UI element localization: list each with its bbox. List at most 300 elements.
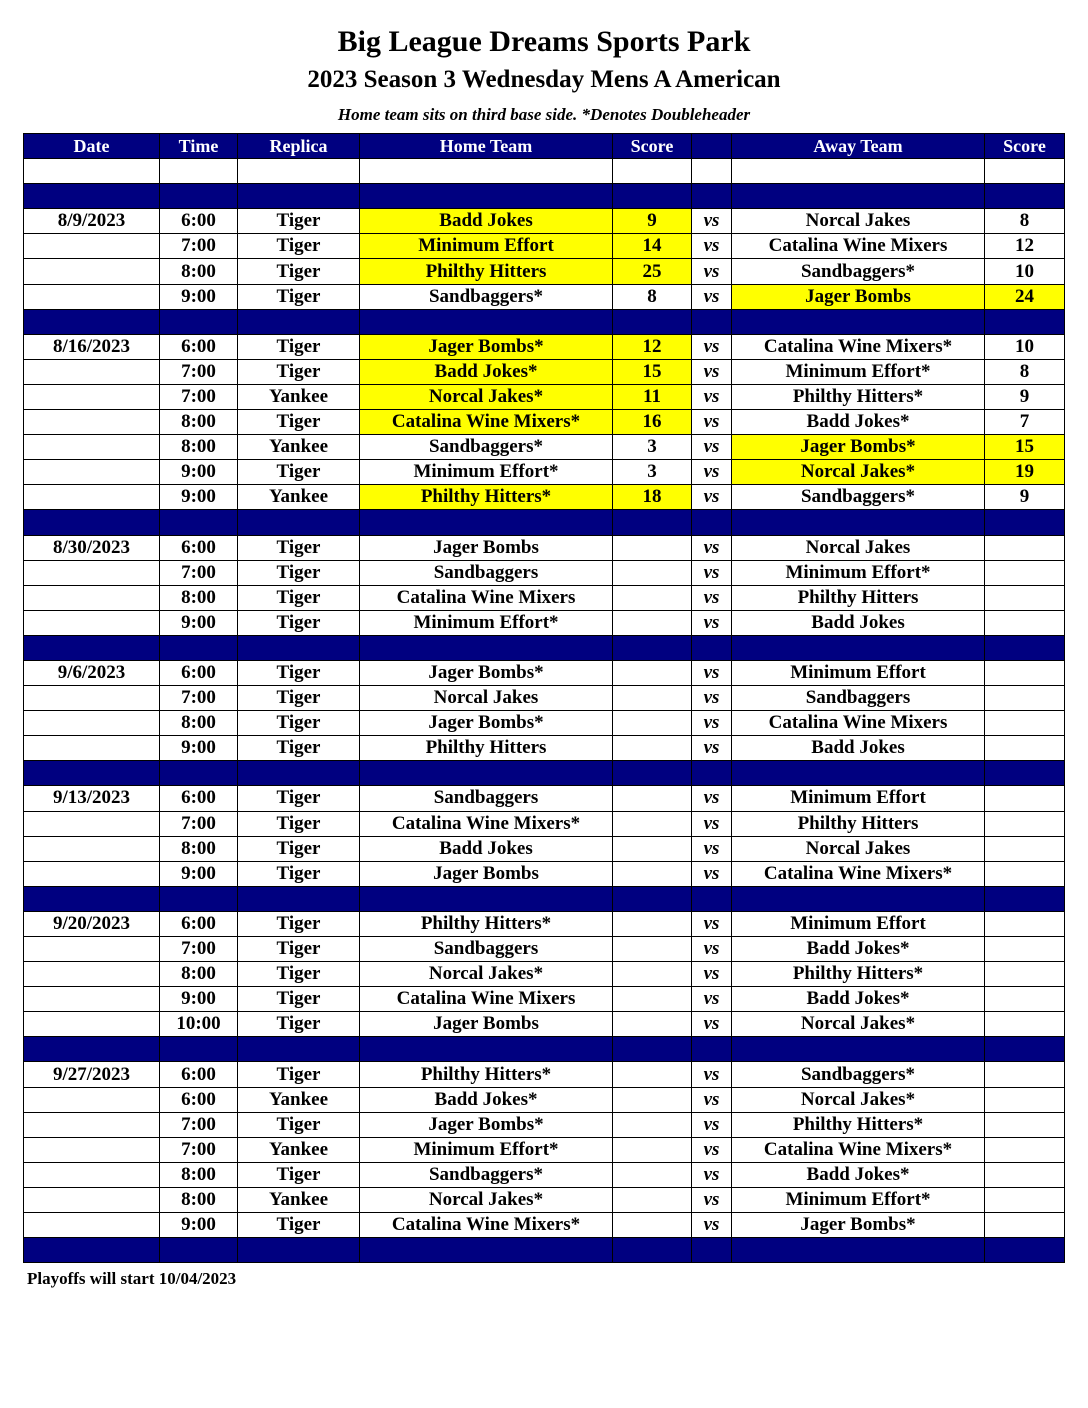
- vs-cell: vs: [692, 1162, 732, 1187]
- game-row: [24, 1187, 1065, 1212]
- vs-cell: vs: [692, 334, 732, 359]
- replica-cell: Tiger: [238, 1012, 360, 1037]
- date-cell: [24, 485, 160, 510]
- week-separator: [24, 510, 1065, 535]
- away-score-cell: [985, 911, 1065, 936]
- time-cell: 7:00: [160, 560, 238, 585]
- away-team-cell: Badd Jokes: [732, 610, 985, 635]
- game-row: [24, 485, 1065, 510]
- game-row: [24, 535, 1065, 560]
- away-score-cell: 10: [985, 259, 1065, 284]
- home-score-cell: [613, 987, 692, 1012]
- away-team-cell: Badd Jokes*: [732, 410, 985, 435]
- date-cell: 9/6/2023: [24, 660, 160, 685]
- empty-cell: [732, 159, 985, 184]
- time-cell: 8:00: [160, 585, 238, 610]
- vs-cell: vs: [692, 1187, 732, 1212]
- playoffs-note: Playoffs will start 10/04/2023: [27, 1269, 237, 1288]
- replica-cell: Tiger: [238, 811, 360, 836]
- date-cell: [24, 962, 160, 987]
- game-row: [24, 660, 1065, 685]
- separator-cell: [360, 1238, 613, 1263]
- time-cell: 9:00: [160, 861, 238, 886]
- time-cell: 9:00: [160, 736, 238, 761]
- separator-cell: [360, 309, 613, 334]
- away-team-cell: Sandbaggers*: [732, 1062, 985, 1087]
- home-score-cell: [613, 1137, 692, 1162]
- away-team-cell: Catalina Wine Mixers*: [732, 861, 985, 886]
- away-score-cell: [985, 1112, 1065, 1137]
- home-score-cell: [613, 560, 692, 585]
- away-score-cell: [985, 736, 1065, 761]
- separator-cell: [613, 635, 692, 660]
- separator-cell: [238, 635, 360, 660]
- away-team-cell: Philthy Hitters*: [732, 1112, 985, 1137]
- separator-cell: [692, 761, 732, 786]
- game-row: [24, 359, 1065, 384]
- time-cell: 6:00: [160, 209, 238, 234]
- date-cell: [24, 410, 160, 435]
- separator-cell: [613, 761, 692, 786]
- away-team-cell: Catalina Wine Mixers: [732, 234, 985, 259]
- time-cell: 7:00: [160, 1137, 238, 1162]
- home-team-cell: Norcal Jakes: [360, 686, 613, 711]
- away-team-cell: Minimum Effort*: [732, 1187, 985, 1212]
- separator-cell: [692, 1037, 732, 1062]
- game-row: [24, 610, 1065, 635]
- vs-cell: vs: [692, 811, 732, 836]
- game-row: [24, 861, 1065, 886]
- separator-cell: [692, 1238, 732, 1263]
- separator-cell: [985, 1238, 1065, 1263]
- separator-cell: [160, 1037, 238, 1062]
- vs-cell: vs: [692, 435, 732, 460]
- home-score-cell: [613, 1062, 692, 1087]
- game-row: [24, 1213, 1065, 1238]
- away-score-cell: 7: [985, 410, 1065, 435]
- date-cell: [24, 861, 160, 886]
- separator-cell: [160, 761, 238, 786]
- replica-cell: Tiger: [238, 209, 360, 234]
- time-cell: 7:00: [160, 686, 238, 711]
- home-team-cell: Jager Bombs*: [360, 334, 613, 359]
- game-row: [24, 585, 1065, 610]
- vs-cell: vs: [692, 962, 732, 987]
- vs-cell: vs: [692, 259, 732, 284]
- vs-cell: vs: [692, 460, 732, 485]
- vs-cell: vs: [692, 485, 732, 510]
- away-score-cell: [985, 786, 1065, 811]
- vs-cell: vs: [692, 1087, 732, 1112]
- home-score-cell: [613, 686, 692, 711]
- separator-cell: [24, 761, 160, 786]
- vs-cell: vs: [692, 234, 732, 259]
- away-team-cell: Minimum Effort: [732, 660, 985, 685]
- away-score-cell: 8: [985, 209, 1065, 234]
- time-cell: 8:00: [160, 1187, 238, 1212]
- home-team-cell: Norcal Jakes*: [360, 1187, 613, 1212]
- home-score-cell: [613, 962, 692, 987]
- time-cell: 9:00: [160, 610, 238, 635]
- away-score-cell: [985, 660, 1065, 685]
- separator-cell: [692, 886, 732, 911]
- away-score-cell: 15: [985, 435, 1065, 460]
- home-score-cell: [613, 786, 692, 811]
- separator-cell: [613, 309, 692, 334]
- separator-cell: [985, 761, 1065, 786]
- separator-cell: [24, 635, 160, 660]
- home-team-cell: Catalina Wine Mixers*: [360, 410, 613, 435]
- separator-cell: [613, 184, 692, 209]
- separator-cell: [360, 510, 613, 535]
- home-score-cell: [613, 660, 692, 685]
- separator-cell: [238, 761, 360, 786]
- empty-cell: [692, 159, 732, 184]
- away-team-cell: Catalina Wine Mixers*: [732, 1137, 985, 1162]
- game-row: [24, 836, 1065, 861]
- game-row: [24, 686, 1065, 711]
- date-cell: [24, 259, 160, 284]
- week-separator: [24, 635, 1065, 660]
- time-cell: 9:00: [160, 1213, 238, 1238]
- replica-cell: Yankee: [238, 435, 360, 460]
- date-cell: [24, 711, 160, 736]
- away-score-cell: 9: [985, 384, 1065, 409]
- game-row: [24, 911, 1065, 936]
- date-cell: 8/16/2023: [24, 334, 160, 359]
- separator-cell: [732, 761, 985, 786]
- date-cell: [24, 359, 160, 384]
- vs-cell: vs: [692, 560, 732, 585]
- separator-cell: [24, 1238, 160, 1263]
- home-team-cell: Catalina Wine Mixers: [360, 585, 613, 610]
- away-score-cell: [985, 585, 1065, 610]
- home-team-cell: Catalina Wine Mixers*: [360, 1213, 613, 1238]
- home-score-cell: 8: [613, 284, 692, 309]
- vs-cell: vs: [692, 284, 732, 309]
- home-team-cell: Minimum Effort*: [360, 460, 613, 485]
- replica-cell: Tiger: [238, 987, 360, 1012]
- date-cell: [24, 1012, 160, 1037]
- separator-cell: [238, 184, 360, 209]
- separator-cell: [24, 184, 160, 209]
- empty-cell: [160, 159, 238, 184]
- vs-cell: vs: [692, 1137, 732, 1162]
- vs-cell: vs: [692, 836, 732, 861]
- date-cell: [24, 836, 160, 861]
- replica-cell: Yankee: [238, 384, 360, 409]
- date-cell: 8/9/2023: [24, 209, 160, 234]
- time-cell: 6:00: [160, 660, 238, 685]
- home-score-cell: [613, 937, 692, 962]
- away-team-cell: Minimum Effort*: [732, 359, 985, 384]
- game-row: [24, 786, 1065, 811]
- col-home-score: Score: [613, 134, 692, 159]
- separator-cell: [160, 1238, 238, 1263]
- separator-cell: [24, 309, 160, 334]
- date-cell: [24, 1112, 160, 1137]
- week-separator: [24, 1238, 1065, 1263]
- page-subtitle: 2023 Season 3 Wednesday Mens A American: [307, 66, 781, 93]
- empty-cell: [613, 159, 692, 184]
- replica-cell: Tiger: [238, 686, 360, 711]
- home-team-cell: Sandbaggers: [360, 937, 613, 962]
- home-score-cell: [613, 610, 692, 635]
- replica-cell: Tiger: [238, 410, 360, 435]
- time-cell: 8:00: [160, 836, 238, 861]
- time-cell: 7:00: [160, 811, 238, 836]
- col-vs: [692, 134, 732, 159]
- home-team-cell: Minimum Effort*: [360, 610, 613, 635]
- home-score-cell: 25: [613, 259, 692, 284]
- vs-cell: vs: [692, 209, 732, 234]
- separator-cell: [238, 886, 360, 911]
- date-cell: [24, 686, 160, 711]
- date-cell: [24, 1187, 160, 1212]
- home-team-cell: Minimum Effort: [360, 234, 613, 259]
- away-score-cell: [985, 1187, 1065, 1212]
- vs-cell: vs: [692, 911, 732, 936]
- home-team-cell: Norcal Jakes*: [360, 962, 613, 987]
- away-team-cell: Badd Jokes*: [732, 1162, 985, 1187]
- header-row: [24, 134, 1065, 159]
- replica-cell: Tiger: [238, 786, 360, 811]
- date-cell: [24, 937, 160, 962]
- game-row: [24, 460, 1065, 485]
- away-score-cell: 9: [985, 485, 1065, 510]
- home-team-cell: Norcal Jakes*: [360, 384, 613, 409]
- col-home-team: Home Team: [360, 134, 613, 159]
- separator-cell: [238, 1037, 360, 1062]
- date-cell: [24, 811, 160, 836]
- away-team-cell: Philthy Hitters*: [732, 384, 985, 409]
- separator-cell: [985, 309, 1065, 334]
- vs-cell: vs: [692, 535, 732, 560]
- col-date: Date: [24, 134, 160, 159]
- separator-cell: [692, 184, 732, 209]
- home-score-cell: [613, 811, 692, 836]
- col-away-score: Score: [985, 134, 1065, 159]
- week-separator: [24, 886, 1065, 911]
- separator-cell: [692, 510, 732, 535]
- game-row: [24, 209, 1065, 234]
- date-cell: [24, 234, 160, 259]
- away-score-cell: [985, 987, 1065, 1012]
- date-cell: [24, 610, 160, 635]
- separator-cell: [24, 886, 160, 911]
- week-separator: [24, 309, 1065, 334]
- date-cell: 8/30/2023: [24, 535, 160, 560]
- away-team-cell: Philthy Hitters*: [732, 962, 985, 987]
- separator-cell: [24, 1037, 160, 1062]
- away-score-cell: [985, 560, 1065, 585]
- separator-cell: [613, 886, 692, 911]
- home-score-cell: 15: [613, 359, 692, 384]
- date-cell: [24, 460, 160, 485]
- date-cell: [24, 560, 160, 585]
- week-separator: [24, 761, 1065, 786]
- home-score-cell: [613, 861, 692, 886]
- vs-cell: vs: [692, 861, 732, 886]
- vs-cell: vs: [692, 410, 732, 435]
- date-cell: [24, 435, 160, 460]
- home-team-cell: Minimum Effort*: [360, 1137, 613, 1162]
- replica-cell: Tiger: [238, 234, 360, 259]
- date-cell: [24, 1137, 160, 1162]
- home-team-cell: Badd Jokes*: [360, 1087, 613, 1112]
- date-cell: [24, 736, 160, 761]
- away-team-cell: Norcal Jakes: [732, 209, 985, 234]
- replica-cell: Tiger: [238, 334, 360, 359]
- separator-cell: [613, 510, 692, 535]
- home-team-cell: Badd Jokes: [360, 209, 613, 234]
- away-team-cell: Badd Jokes: [732, 736, 985, 761]
- replica-cell: Yankee: [238, 485, 360, 510]
- replica-cell: Tiger: [238, 585, 360, 610]
- empty-cell: [238, 159, 360, 184]
- vs-cell: vs: [692, 736, 732, 761]
- replica-cell: Tiger: [238, 711, 360, 736]
- home-score-cell: 3: [613, 460, 692, 485]
- home-score-cell: [613, 736, 692, 761]
- home-team-cell: Catalina Wine Mixers*: [360, 811, 613, 836]
- time-cell: 6:00: [160, 535, 238, 560]
- home-score-cell: [613, 1112, 692, 1137]
- game-row: [24, 711, 1065, 736]
- home-score-cell: 16: [613, 410, 692, 435]
- date-cell: [24, 284, 160, 309]
- replica-cell: Tiger: [238, 610, 360, 635]
- vs-cell: vs: [692, 359, 732, 384]
- home-score-cell: [613, 1213, 692, 1238]
- away-team-cell: Minimum Effort*: [732, 560, 985, 585]
- vs-cell: vs: [692, 384, 732, 409]
- replica-cell: Tiger: [238, 284, 360, 309]
- away-team-cell: Jager Bombs*: [732, 435, 985, 460]
- separator-cell: [360, 184, 613, 209]
- home-team-cell: Badd Jokes*: [360, 359, 613, 384]
- separator-cell: [160, 886, 238, 911]
- schedule-table: [23, 133, 1065, 1263]
- replica-cell: Tiger: [238, 535, 360, 560]
- game-row: [24, 736, 1065, 761]
- away-score-cell: 10: [985, 334, 1065, 359]
- away-team-cell: Norcal Jakes*: [732, 1087, 985, 1112]
- replica-cell: Tiger: [238, 962, 360, 987]
- time-cell: 8:00: [160, 962, 238, 987]
- vs-cell: vs: [692, 1213, 732, 1238]
- home-team-cell: Catalina Wine Mixers: [360, 987, 613, 1012]
- home-team-cell: Philthy Hitters*: [360, 1062, 613, 1087]
- date-cell: [24, 987, 160, 1012]
- separator-cell: [238, 1238, 360, 1263]
- separator-cell: [732, 635, 985, 660]
- separator-cell: [360, 886, 613, 911]
- separator-cell: [238, 510, 360, 535]
- home-score-cell: 11: [613, 384, 692, 409]
- away-team-cell: Norcal Jakes*: [732, 1012, 985, 1037]
- replica-cell: Tiger: [238, 836, 360, 861]
- home-team-cell: Jager Bombs: [360, 861, 613, 886]
- home-score-cell: [613, 1162, 692, 1187]
- vs-cell: vs: [692, 1062, 732, 1087]
- game-row: [24, 937, 1065, 962]
- time-cell: 7:00: [160, 359, 238, 384]
- vs-cell: vs: [692, 987, 732, 1012]
- away-team-cell: Sandbaggers*: [732, 485, 985, 510]
- replica-cell: Tiger: [238, 460, 360, 485]
- game-row: [24, 1062, 1065, 1087]
- separator-cell: [985, 510, 1065, 535]
- separator-cell: [160, 510, 238, 535]
- separator-cell: [360, 635, 613, 660]
- separator-cell: [238, 309, 360, 334]
- vs-cell: vs: [692, 660, 732, 685]
- home-team-cell: Sandbaggers*: [360, 1162, 613, 1187]
- away-team-cell: Norcal Jakes: [732, 836, 985, 861]
- home-team-cell: Jager Bombs*: [360, 711, 613, 736]
- separator-cell: [985, 1037, 1065, 1062]
- home-team-cell: Badd Jokes: [360, 836, 613, 861]
- page-title: Big League Dreams Sports Park: [337, 25, 751, 58]
- replica-cell: Tiger: [238, 1062, 360, 1087]
- replica-cell: Yankee: [238, 1087, 360, 1112]
- home-score-cell: [613, 535, 692, 560]
- away-team-cell: Badd Jokes*: [732, 987, 985, 1012]
- home-score-cell: [613, 1012, 692, 1037]
- home-team-cell: Sandbaggers*: [360, 435, 613, 460]
- replica-cell: Tiger: [238, 937, 360, 962]
- header-note: Home team sits on third base side. *Denotes Doubleheader: [337, 105, 751, 124]
- date-cell: 9/13/2023: [24, 786, 160, 811]
- away-score-cell: 8: [985, 359, 1065, 384]
- time-cell: 10:00: [160, 1012, 238, 1037]
- game-row: [24, 259, 1065, 284]
- date-cell: 9/20/2023: [24, 911, 160, 936]
- date-cell: [24, 585, 160, 610]
- empty-cell: [360, 159, 613, 184]
- home-team-cell: Philthy Hitters*: [360, 485, 613, 510]
- separator-cell: [732, 1238, 985, 1263]
- time-cell: 8:00: [160, 410, 238, 435]
- home-team-cell: Sandbaggers*: [360, 284, 613, 309]
- vs-cell: vs: [692, 1112, 732, 1137]
- home-score-cell: [613, 911, 692, 936]
- away-team-cell: Norcal Jakes*: [732, 460, 985, 485]
- time-cell: 7:00: [160, 1112, 238, 1137]
- week-separator: [24, 184, 1065, 209]
- game-row: [24, 234, 1065, 259]
- home-team-cell: Jager Bombs: [360, 535, 613, 560]
- date-cell: 9/27/2023: [24, 1062, 160, 1087]
- game-row: [24, 811, 1065, 836]
- home-score-cell: [613, 585, 692, 610]
- separator-cell: [24, 510, 160, 535]
- replica-cell: Tiger: [238, 660, 360, 685]
- time-cell: 9:00: [160, 460, 238, 485]
- time-cell: 7:00: [160, 384, 238, 409]
- home-team-cell: Jager Bombs: [360, 1012, 613, 1037]
- separator-cell: [613, 1238, 692, 1263]
- away-score-cell: [985, 962, 1065, 987]
- vs-cell: vs: [692, 585, 732, 610]
- time-cell: 8:00: [160, 259, 238, 284]
- date-cell: [24, 384, 160, 409]
- away-score-cell: [985, 1162, 1065, 1187]
- separator-cell: [732, 886, 985, 911]
- separator-cell: [732, 1037, 985, 1062]
- separator-cell: [985, 635, 1065, 660]
